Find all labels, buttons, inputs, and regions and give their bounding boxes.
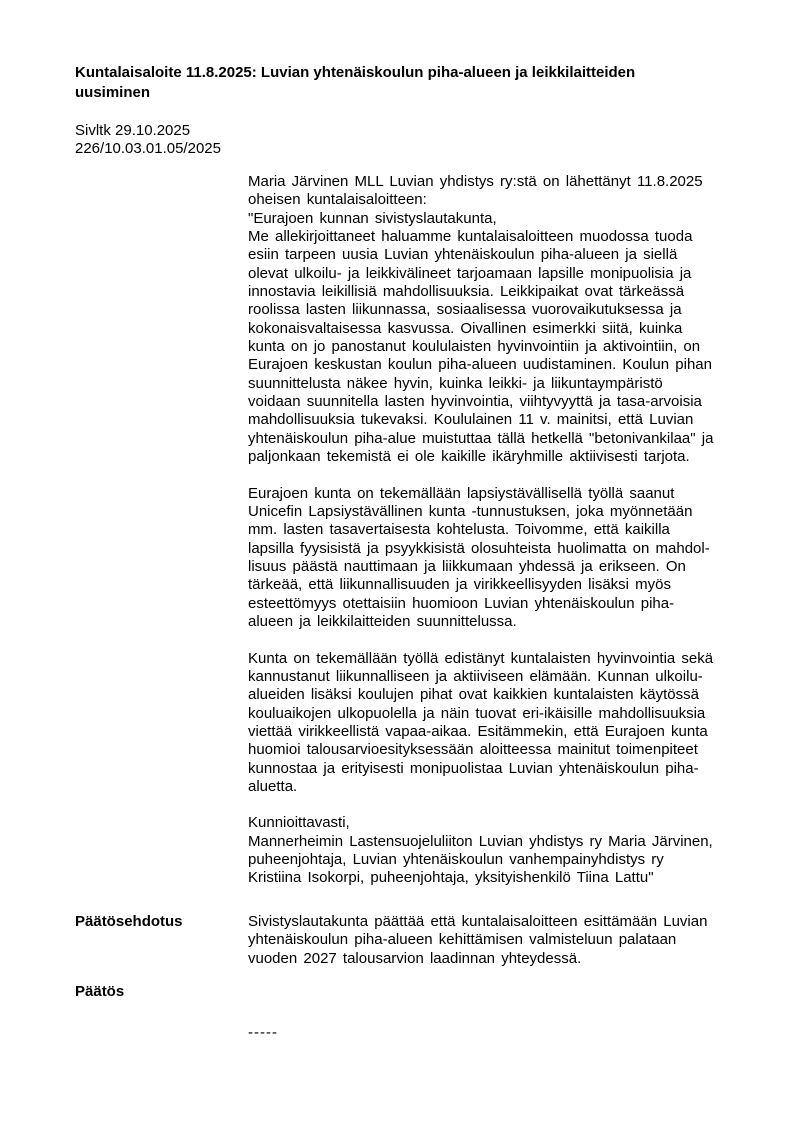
- text-line: yhtenäiskoulun piha-alue muistuttaa tällä hetkellä "betonivankilaa" ja: [248, 429, 714, 447]
- text-line: aluetta.: [248, 777, 298, 795]
- document-body: [248, 173, 730, 888]
- document-title: [75, 63, 720, 103]
- text-line: alueen ja leikkilaitteiden suunnittelussa.: [248, 612, 517, 630]
- text-line: Kunta on tekemällään työllä edistänyt kuntalaisten hyvinvointia sekä: [248, 649, 714, 667]
- text-line: kokonaisvaltaisessa kasvussa. Oivallinen esimerkki siitä, kuinka: [248, 319, 683, 337]
- body-paragraph: [248, 485, 730, 632]
- text-line: kouluaikojen ulkopuolella ja näin tuovat eri-ikäisille mahdollisuuksia: [248, 704, 706, 722]
- text-line: Eurajoen keskustan koulun piha-alueen uudistaminen. Koulun pihan: [248, 356, 712, 374]
- text-line: kunta on jo panostanut koululaisten hyvinvointiin ja aktivointiin, on: [248, 337, 701, 355]
- text-line: "Eurajoen kunnan sivistyslautakunta,: [248, 209, 497, 227]
- text-line: lapsilla fyysisistä ja psyykkisistä olosuhteista huolimatta on mahdol-: [248, 539, 710, 557]
- text-line: olevat ulkoilu- ja leikkivälineet tarjoamaan lapsille monipuolisia ja: [248, 264, 692, 282]
- text-line: oheisen kuntalaisaloitteen:: [248, 191, 427, 209]
- text-line: huomioi talousarvioesityksessään aloitteessa mainitut toimenpiteet: [248, 741, 698, 759]
- text-line: Maria Järvinen MLL Luvian yhdistys ry:stä on lähettänyt 11.8.2025: [248, 173, 703, 190]
- text-line: puheenjohtaja, Luvian yhtenäiskoulun vanhempainyhdistys ry: [248, 851, 664, 869]
- text-line: alueiden lisäksi koulujen pihat ovat kaikkien kuntalaisten käytössä: [248, 686, 699, 704]
- body-paragraph: [248, 173, 730, 466]
- text-line: Unicefin Lapsiystävällinen kunta -tunnustuksen, joka myönnetään: [248, 502, 693, 520]
- section-label-paatos: Päätös: [75, 983, 125, 1000]
- body-paragraph: [248, 650, 730, 797]
- text-line: Kristiina Isokorpi, puheenjohtaja, yksityishenkilö Tiina Lattu": [248, 869, 654, 887]
- text-line: Mannerheimin Lastensuojeluliiton Luvian yhdistys ry Maria Järvinen,: [248, 832, 713, 850]
- text-line: innostavia leikillisiä mahdollisuuksia. Leikkipaikat ovat tärkeässä: [248, 282, 685, 300]
- text-line: voidaan suunnitella lasten hyvinvointia, viihtyvyyttä ja tasa-arvoisia: [248, 392, 702, 410]
- text-line: paljonkaan tekemistä ei ole kaikille ikäryhmille aktiivisesti tarjota.: [248, 447, 690, 465]
- section-body-paatosehdotus: [248, 913, 730, 968]
- text-line: viettää virikkeellistä vapaa-aikaa. Esitämmekin, että Eurajoen kunta: [248, 722, 708, 740]
- text-line: yhtenäiskoulun piha-alueen kehittämisen valmisteluun palataan: [248, 931, 677, 949]
- text-line: Kuntalaisaloite 11.8.2025: Luvian yhtenäiskoulun piha-alueen ja leikkilaitteiden: [75, 64, 636, 81]
- text-line: kannustanut liikunnalliseen ja aktiiviseen elämään. Kunnan ulkoilu-: [248, 667, 703, 685]
- text-line: mahdollisuuksia tukevaksi. Koululainen 11 v. mainitsi, että Luvian: [248, 411, 694, 429]
- text-line: esteettömyys otettaisiin huomioon Luvian yhtenäiskoulun piha-: [248, 594, 675, 612]
- text-line: tärkeää, että liikunnallisuuden ja virikkeellisyyden lisäksi myös: [248, 576, 672, 594]
- body-paragraph: [248, 814, 730, 887]
- separator-dashes: -----: [248, 1024, 278, 1041]
- text-line: mm. lasten tasavertaisesta kohtelusta. Toivomme, että kaikilla: [248, 521, 670, 539]
- document-meta: [75, 122, 221, 159]
- text-line: Eurajoen kunta on tekemällään lapsiystävällisellä työllä saanut: [248, 484, 675, 502]
- text-line: vuoden 2027 talousarvion laadinnan yhteydessä.: [248, 949, 582, 967]
- text-line: kunnostaa ja erityisesti monipuolistaa Luvian yhtenäiskoulun piha-: [248, 759, 699, 777]
- text-line: suunnittelusta näkee hyvin, kuinka leikki- ja liikuntaympäristö: [248, 374, 663, 392]
- section-label-paatosehdotus: Päätösehdotus: [75, 913, 183, 930]
- text-line: lisuus päästä nauttimaan ja liikkumaan yhdessä ja erikseen. On: [248, 557, 686, 575]
- text-line: Kunnioittavasti,: [248, 814, 350, 832]
- text-line: Me allekirjoittaneet haluamme kuntalaisaloitteen muodossa tuoda: [248, 227, 693, 245]
- text-line: 226/10.03.01.05/2025: [75, 140, 221, 158]
- text-line: roolissa lasten liikunnassa, sosiaalisessa vuorovaikutuksessa ja: [248, 301, 682, 319]
- text-line: Sivistyslautakunta päättää että kuntalaisaloitteen esittämään Luvian: [248, 913, 708, 930]
- text-line: esiin tarpeen uusia Luvian yhtenäiskoulun piha-alueen ja siellä: [248, 246, 678, 264]
- text-line: Sivltk 29.10.2025: [75, 122, 191, 139]
- text-line: uusiminen: [75, 84, 151, 101]
